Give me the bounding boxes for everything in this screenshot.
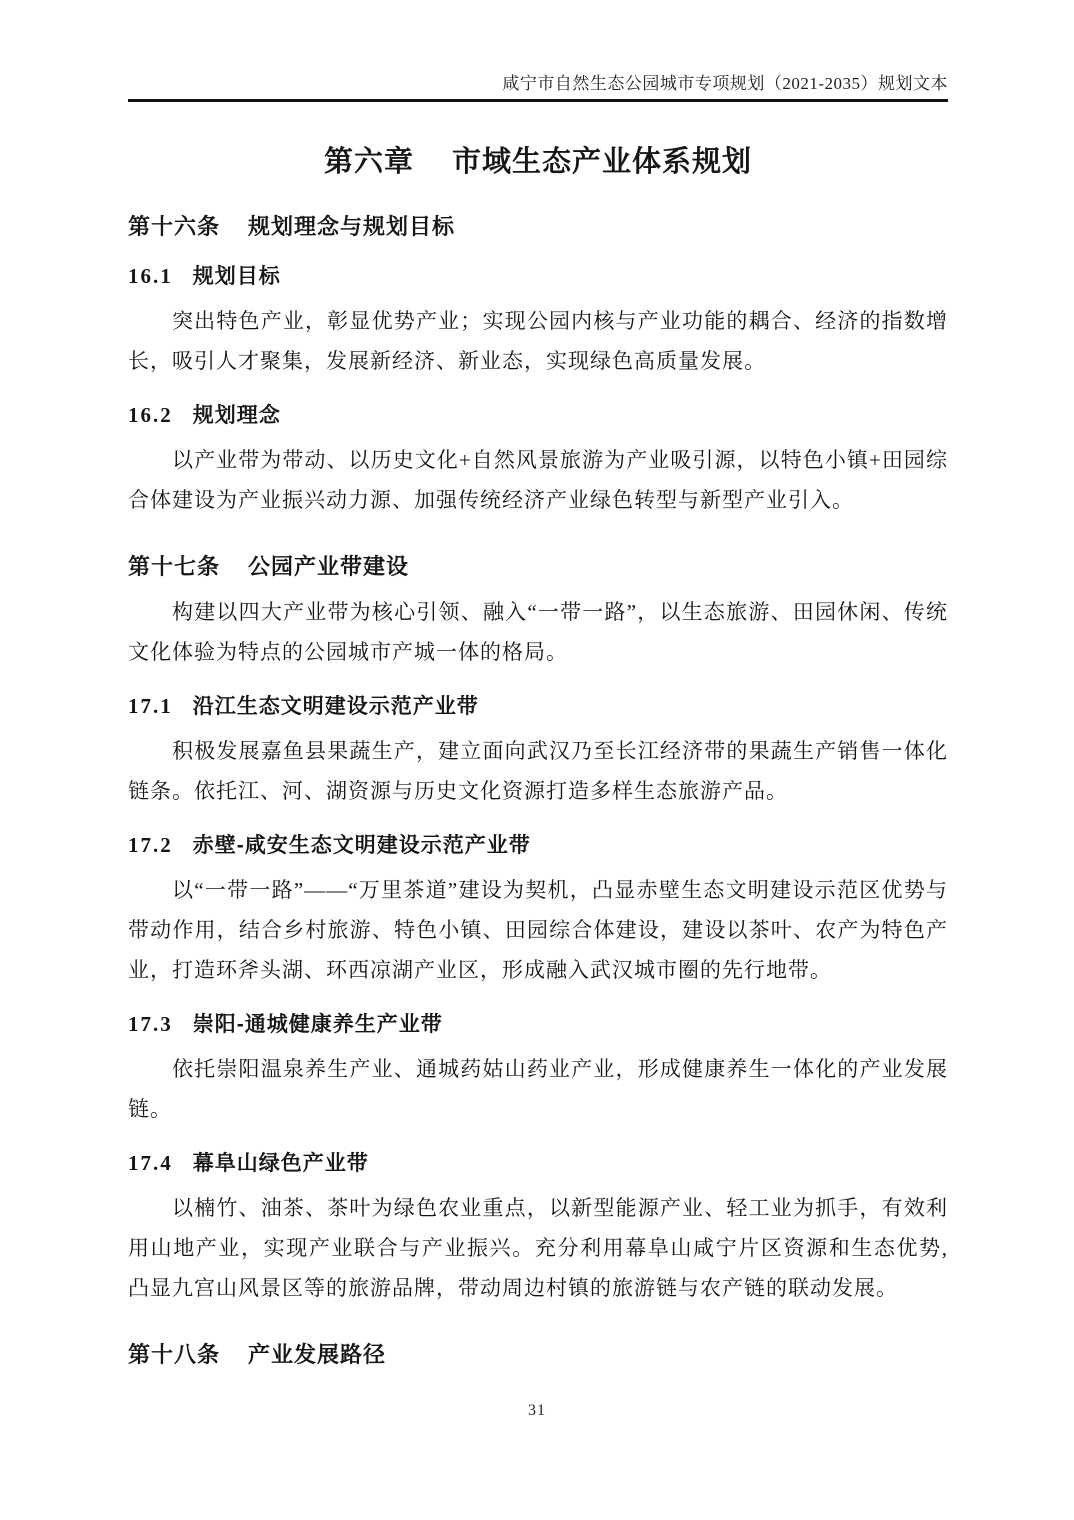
sub-heading-16-2 — [128, 401, 948, 430]
sub-title: 崇阳-通城健康养生产业带 — [192, 1013, 443, 1036]
sub-number: 16.1 — [128, 264, 173, 288]
sub-heading-17-3 — [128, 1010, 948, 1039]
chapter-heading — [128, 144, 948, 180]
page-header — [128, 0, 948, 102]
sub-heading-17-1 — [128, 692, 948, 721]
article-number: 第十七条 — [128, 554, 221, 579]
page-number: 31 — [528, 1402, 546, 1419]
sub-title: 规划理念 — [192, 404, 281, 427]
paragraph-17-3: 依托崇阳温泉养生产业、通城药姑山药业产业，形成健康养生一体化的产业发展链。 — [128, 1057, 948, 1121]
article-number: 第十六条 — [128, 214, 221, 239]
sub-heading-17-4 — [128, 1149, 948, 1178]
sub-number: 17.3 — [128, 1012, 173, 1036]
sub-number: 17.1 — [128, 694, 173, 718]
sub-number: 16.2 — [128, 403, 173, 427]
paragraph-17-1: 积极发展嘉鱼县果蔬生产，建立面向武汉乃至长江经济带的果蔬生产销售一体化链条。依托江、河、湖资源与历史文化资源打造多样生态旅游产品。 — [128, 739, 948, 803]
article-heading-18 — [128, 1340, 948, 1370]
sub-heading-16-1 — [128, 262, 948, 291]
paragraph-16-1: 突出特色产业，彰显优势产业；实现公园内核与产业功能的耦合、经济的指数增长，吸引人才聚集，发展新经济、新业态，实现绿色高质量发展。 — [128, 309, 948, 373]
sub-title: 幕阜山绿色产业带 — [192, 1152, 369, 1175]
article-title: 产业发展路径 — [248, 1342, 387, 1367]
chapter-number: 第六章 — [323, 146, 414, 178]
paragraph-16-2: 以产业带为带动、以历史文化+自然风景旅游为产业吸引源，以特色小镇+田园综合体建设为产业振兴动力源、加强传统经济产业绿色转型与新型产业引入。 — [128, 448, 948, 512]
article-title: 公园产业带建设 — [248, 554, 410, 579]
header-rule — [128, 99, 948, 102]
article-heading-16 — [128, 212, 948, 242]
sub-heading-17-2 — [128, 831, 948, 860]
article-number: 第十八条 — [128, 1342, 221, 1367]
sub-title: 沿江生态文明建设示范产业带 — [192, 695, 479, 718]
sub-title: 规划目标 — [192, 265, 281, 288]
paragraph-17-2: 以“一带一路”——“万里茶道”建设为契机，凸显赤壁生态文明建设示范区优势与带动作用，结合乡村旅游、特色小镇、田园综合体建设，建设以茶叶、农产为特色产业，打造环斧头湖、环西凉湖产业区，形成融入武汉城市圈的先行地带。 — [128, 878, 948, 982]
sub-number: 17.4 — [128, 1151, 173, 1175]
running-head: 咸宁市自然生态公园城市专项规划（2021-2035）规划文本 — [502, 74, 948, 93]
sub-title: 赤壁-咸安生态文明建设示范产业带 — [192, 834, 531, 857]
sub-number: 17.2 — [128, 833, 173, 857]
paragraph-17-intro: 构建以四大产业带为核心引领、融入“一带一路”，以生态旅游、田园休闲、传统文化体验为特点的公园城市产城一体的格局。 — [128, 600, 948, 664]
article-heading-17 — [128, 552, 948, 582]
article-title: 规划理念与规划目标 — [248, 214, 456, 239]
paragraph-17-4: 以楠竹、油茶、茶叶为绿色农业重点，以新型能源产业、轻工业为抓手，有效利用山地产业，实现产业联合与产业振兴。充分利用幕阜山咸宁片区资源和生态优势,凸显九宫山风景区等的旅游品牌，带动周边村镇的旅游链与农产链的联动发展。 — [128, 1196, 948, 1300]
chapter-title: 市域生态产业体系规划 — [452, 146, 753, 178]
